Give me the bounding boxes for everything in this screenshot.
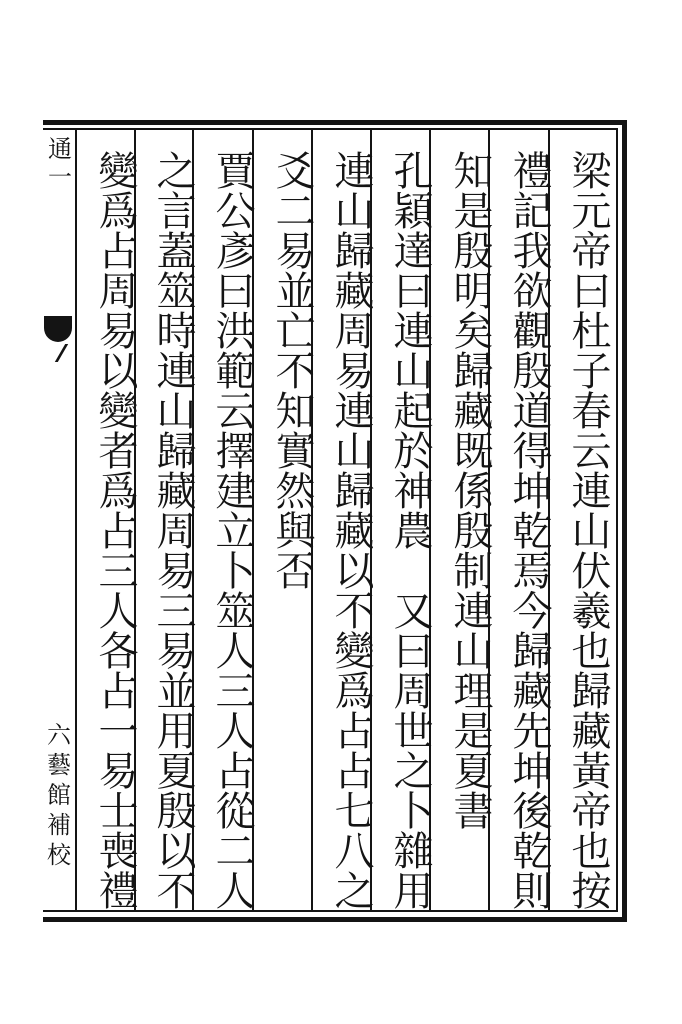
text-column-9: 變爲占周易以變者爲占三人各占一易士喪禮 [92,150,138,910]
text-column-8: 之言蓋筮時連山歸藏周易三易並用夏殷以不 [150,150,196,910]
center-margin-rule [75,128,77,912]
margin-footer-char: 六 [47,721,71,749]
text-column-2: 禮記我欲觀殷道得坤乾焉今歸藏先坤後乾則 [506,150,552,910]
text-column-5: 連山歸藏周易連山歸藏以不變爲占占七八之 [328,150,374,910]
text-column-7: 賈公彥曰洪範云擇建立卜筮人三人占從二人 [209,150,255,910]
text-column-1: 梁元帝曰杜子春云連山伏羲也歸藏黃帝也按 [565,150,611,910]
margin-footer-char: 館 [47,781,71,809]
margin-title: 通一 [48,135,72,191]
margin-footer-char: 校 [47,841,71,869]
margin-footer-char: 補 [47,811,71,839]
margin-footer [45,720,73,870]
text-column-3: 知是殷明矣歸藏既係殷制連山理是夏書 [447,150,493,830]
margin-footer-char: 藝 [47,751,71,779]
text-column-4: 孔穎達曰連山起於神農 又曰周世之卜雜用 [387,150,433,910]
text-column-6: 爻二易並亡不知實然與否 [269,150,315,590]
